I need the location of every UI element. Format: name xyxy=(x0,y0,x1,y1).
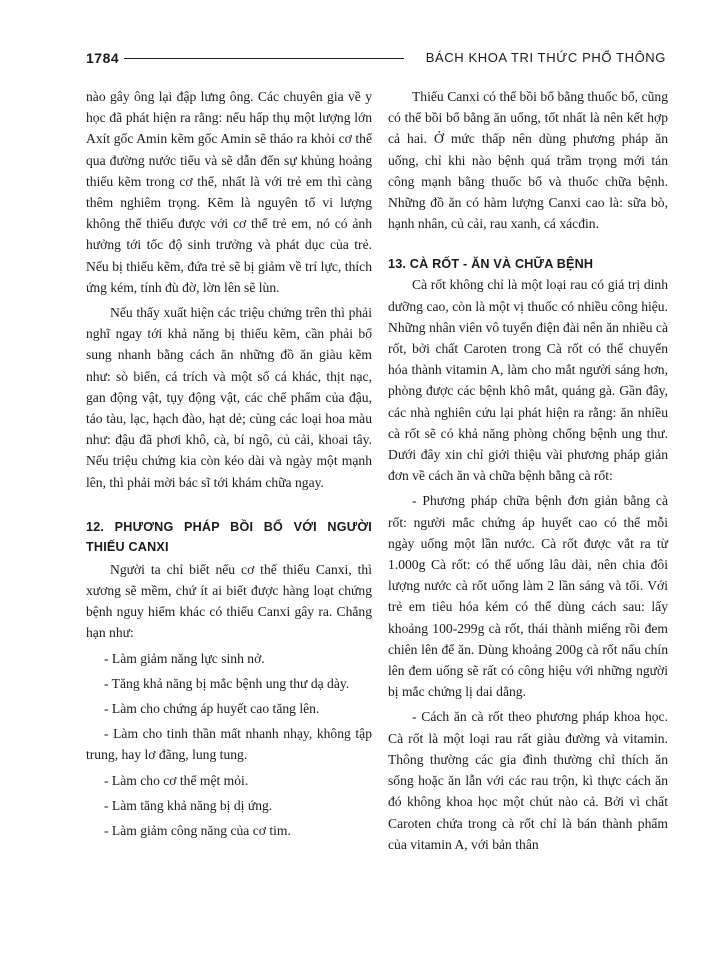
right-column xyxy=(388,86,668,855)
list-item: - Làm cho cơ thể mệt mỏi. xyxy=(104,772,249,788)
header-rule xyxy=(124,58,404,59)
list-item: - Làm giảm công năng của cơ tim. xyxy=(104,823,291,839)
paragraph-zinc-continued: nào gây ông lại đập lưng ông. Các chuyên gia về y học đã phát hiện ra rằng: nếu hấp thụ một lượng lớn Axít gốc Amin kẽm gốc Amin sẽ tháo ra khỏi cơ thể qua đường nước tiểu và sẽ dẫn đến sự khủng hoảng thiếu kẽm trong cơ thể, nhất là với trẻ em thì càng thêm nghiêm trọng. Kẽm là nguyên tố vi lượng không thể thiếu được với cơ thể trẻ em, nó có ảnh hưởng tới tốc độ sinh trưởng và phát dục của trẻ. Nếu bị thiếu kẽm, đứa trẻ sẽ bị giảm về trí lực, thích ứng kém, tính đù đờ, lờn lên sẽ lùn. xyxy=(86,89,372,295)
list-item: - Làm tăng khả năng bị dị ứng. xyxy=(104,797,273,813)
list-item: - Làm cho chứng áp huyết cao tăng lên. xyxy=(104,701,320,717)
section-12-heading: 12. PHƯƠNG PHÁP BỒI BỔ VỚI NGƯỜI THIẾU CANXI xyxy=(86,519,372,554)
page-number: 1784 xyxy=(86,50,120,66)
section-12-intro: Người ta chỉ biết nếu cơ thể thiếu Canxi, thì xương sẽ mềm, chứ ít ai biết được hàng loạt chứng bệnh nguy hiểm khác có thiếu Canxi gây ra. Chẳng hạn như: xyxy=(86,561,372,641)
paragraph-zinc-symptoms: Nếu thấy xuất hiện các triệu chứng trên thì phải nghĩ ngay tới khả năng bị thiếu kẽm, cần phải bổ sung nhanh bằng cách ăn những đồ ăn giàu kẽm như: sò biển, cá trích và một số cá khác, thịt nạc, gan động vật, tụy động vật, các chế phẩm của đậu, táo tàu, lạc, hạch đào, hạt dẻ; cùng các loại hoa màu như: đậu đã phơi khô, cà, bí ngô, củ cải, khoai tây. Nếu triệu chứng kia còn kéo dài và ngày một mạnh lên, thì phải mời bác sĩ tới khám chữa ngay. xyxy=(86,305,372,490)
left-column xyxy=(86,86,372,841)
paragraph-calcium-supplement: Thiếu Canxi có thể bồi bổ bằng thuốc bổ, cũng có thể bồi bổ bằng ăn uống, tốt nhất là nên kết hợp cả hai. Ở mức thấp nên dùng phương pháp ăn uống, chỉ khi nào bệnh quá trầm trọng mới tán công mạnh bằng thuốc bổ và thuốc chữa bệnh. Những đồ ăn có hàm lượng Canxi cao là: sữa bò, hạnh nhân, củ cải, rau xanh, cá xácđin. xyxy=(388,89,668,232)
paragraph-carrot-eating: - Cách ăn cà rốt theo phương pháp khoa học. Cà rốt là một loại rau rất giàu đường và vitamin. Thông thường các gia đình thường chỉ thích ăn sống hoặc ăn lẫn với các rau trộn, kì thực cách ăn đó không khoa học một chút nào cả. Bởi vì chất Caroten chứa trong cà rốt chỉ là bán thành phẩm của vitamin A, với bản thân xyxy=(388,709,668,852)
list-item: - Tăng khả năng bị mắc bệnh ung thư dạ dày. xyxy=(104,675,350,691)
running-title: BÁCH KHOA TRI THỨC PHỔ THÔNG xyxy=(425,50,666,65)
list-item: - Làm cho tinh thần mất nhanh nhạy, không tập trung, hay lơ đãng, lung tung. xyxy=(86,726,372,763)
page-header xyxy=(86,50,666,70)
paragraph-carrot-intro: Cà rốt không chỉ là một loại rau có giá trị dinh dưỡng cao, còn là một vị thuốc có nhiều công hiệu. Những nhân viên vô tuyến điện đài nên ăn nhiều cà rốt, bởi chất Caroten trong Cà rốt có thể chuyển hóa thành vitamin A, làm cho mắt người sáng hơn, phòng được các bệnh khô mắt, quáng gà. Gần đây, các nhà nghiên cứu lại phát hiện ra rằng: ăn nhiều cà rốt sẽ có khả năng phòng chống bệnh ung thư. Dưới đây xin chỉ giới thiệu vài phương pháp giản đơn về cách ăn và chữa bệnh bằng cà rốt: xyxy=(388,277,668,484)
paragraph-carrot-remedy: - Phương pháp chữa bệnh đơn giản bằng cà rốt: người mắc chứng áp huyết cao có thể mỗi ngày uống một lần nước. Cà rốt được vắt ra từ 1.000g Cà rốt: có thể uống lâu dài, nên chia đôi lượng nước cà rốt uống làm 2 lần sáng và tối. Với trẻ em tiêu hóa kém có thể dùng cách sau: lấy khoảng 100-299g cà rốt, thái thành miếng rồi đem chiên lên để ăn. Dùng khoảng 200g cà rốt nấu chín lên đem uống sẽ rất có công hiệu với những người bị mắc chứng lị dai dẳng. xyxy=(388,493,668,700)
section-13-heading: 13. CÀ RỐT - ĂN VÀ CHỮA BỆNH xyxy=(388,257,594,272)
list-item: - Làm giảm năng lực sinh nở. xyxy=(104,650,265,666)
